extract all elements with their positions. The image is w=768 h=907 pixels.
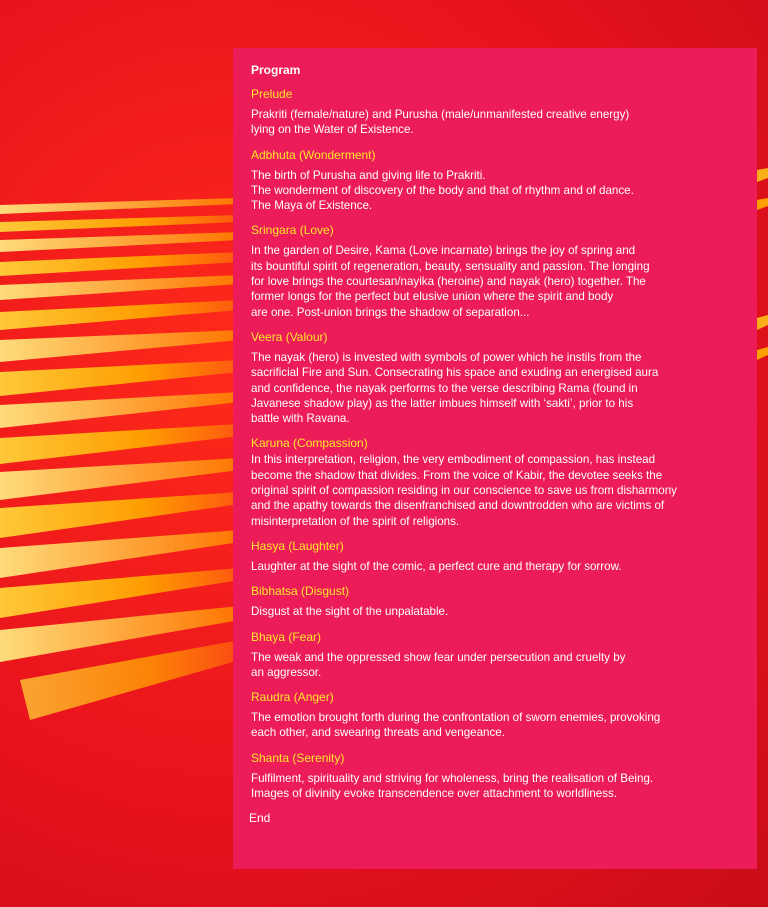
section-hasya <box>249 539 741 574</box>
section-adbhuta <box>249 148 741 214</box>
section-heading: Bibhatsa (Disgust) <box>251 584 350 599</box>
section-heading: Adbhuta (Wonderment) <box>251 147 376 162</box>
section-heading: Veera (Valour) <box>251 329 328 344</box>
section-body: In the garden of Desire, Kama (Love incarnate) brings the joy of spring and its bountiful spirit of regeneration, beauty, sensuality and passion. The longing for love brings the courtesan/nayika (heroine) and nayak (hero) together. The former longs for the perfect but elusive union where the spirit and body are one. Post-union brings the shadow of separation... <box>251 244 650 319</box>
section-body: The birth of Purusha and giving life to Prakriti. The wonderment of discovery of the body and that of rhythm and of dance. The Maya of Existence. <box>251 168 634 213</box>
section-heading: Shanta (Serenity) <box>251 750 345 765</box>
end-label: End <box>249 811 271 826</box>
program-panel <box>233 48 757 869</box>
section-heading: Karuna (Compassion) <box>251 436 368 451</box>
section-heading: Hasya (Laughter) <box>251 538 344 553</box>
section-shanta <box>249 751 741 802</box>
section-bhaya <box>249 630 741 681</box>
section-sringara <box>249 223 741 319</box>
section-heading: Raudra (Anger) <box>251 690 334 705</box>
section-raudra <box>249 690 741 741</box>
section-body: The emotion brought forth during the confrontation of sworn enemies, provoking each other, and swearing threats and vengeance. <box>251 711 661 740</box>
section-heading: Prelude <box>251 87 293 101</box>
section-body: The weak and the oppressed show fear under persecution and cruelty by an aggressor. <box>251 650 626 679</box>
section-body: Prakriti (female/nature) and Purusha (male/unmanifested creative energy) lying on the Water of Existence. <box>251 108 630 137</box>
section-body: Disgust at the sight of the unpalatable. <box>251 605 449 619</box>
section-prelude <box>249 87 741 138</box>
section-bibhatsa <box>249 584 741 619</box>
section-heading: Bhaya (Fear) <box>251 629 322 644</box>
section-body: Fulfilment, spirituality and striving for wholeness, bring the realisation of Being. Images of divinity evoke transcendence over attachment to worldliness. <box>251 771 654 801</box>
section-body: Laughter at the sight of the comic, a perfect cure and therapy for sorrow. <box>251 559 622 573</box>
section-karuna <box>249 436 741 528</box>
section-veera <box>249 330 741 426</box>
section-body: The nayak (hero) is invested with symbols of power which he instils from the sacrificial Fire and Sun. Consecrating his space and exuding an energised aura and confidence, the nayak performs to the verse describing Rama (found in Javanese shadow play) as the latter imbues himself with ‘sakti’, prior to his battle with Ravana. <box>251 350 659 426</box>
section-body: In this interpretation, religion, the very embodiment of compassion, has instead become the shadow that divides. From the voice of Kabir, the devotee seeks the original spirit of compassion residing in our conscience to save us from disharmony and the apathy towards the disenfranchised and downtrodden who are victims of misinterpretation of the spirit of religions. <box>251 453 677 528</box>
program-title: Program <box>251 63 301 77</box>
section-heading: Sringara (Love) <box>251 223 334 238</box>
